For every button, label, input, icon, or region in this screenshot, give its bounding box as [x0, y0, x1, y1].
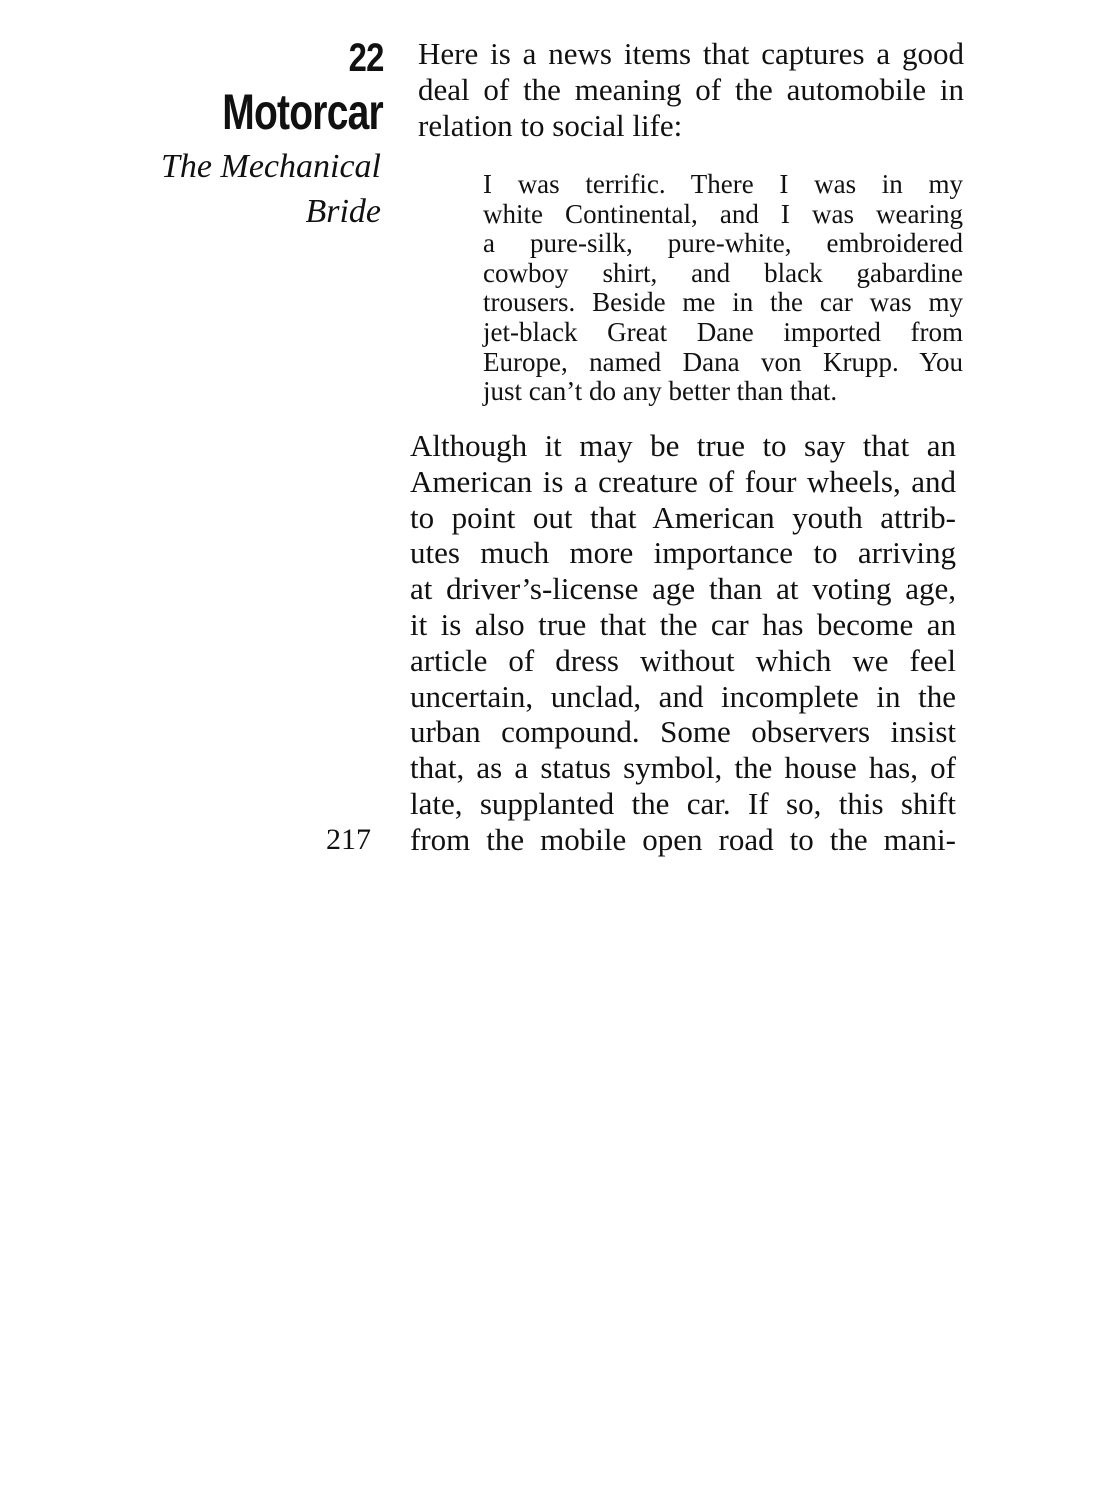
body-line: uncertain, unclad, and incomplete in the [410, 678, 956, 714]
page-number: 217 [326, 823, 371, 856]
body-line: American is a creature of four wheels, and [410, 463, 956, 499]
quote-line: Europe, named Dana von Krupp. You [483, 346, 963, 377]
text-line: Here is a news items that captures a good [418, 36, 964, 71]
quote-line: trousers. Beside me in the car was my [483, 287, 963, 318]
book-title [81, 144, 381, 234]
chapter-title: Motorcar [222, 84, 383, 140]
body-line: from the mobile open road to the mani- [410, 821, 956, 857]
body-line: article of dress without which we feel [410, 642, 956, 678]
body-line: that, as a status symbol, the house has, of [410, 750, 956, 786]
block-quote [483, 170, 963, 407]
quote-line: jet-black Great Dane imported from [483, 316, 963, 347]
book-title-line: The Mechanical [161, 148, 381, 185]
intro-paragraph [418, 36, 964, 144]
quote-line: cowboy shirt, and black gabardine [483, 257, 963, 288]
book-title-line: Bride [305, 193, 381, 230]
body-line: utes much more importance to arriving [410, 535, 956, 571]
body-line: at driver’s-license age than at voting age, [410, 571, 956, 607]
quote-line: a pure-silk, pure-white, embroidered [483, 228, 963, 259]
body-paragraph [410, 428, 956, 858]
text-line: relation to social life: [418, 108, 683, 143]
body-line: to point out that American youth attrib- [410, 499, 956, 535]
quote-line: white Continental, and I was wearing [483, 198, 963, 229]
body-line: Although it may be true to say that an [410, 428, 956, 463]
body-line: it is also true that the car has become an [410, 606, 956, 642]
chapter-number: 22 [348, 36, 383, 80]
text-line: deal of the meaning of the automobile in [418, 72, 964, 107]
body-line: late, supplanted the car. If so, this shift [410, 785, 956, 821]
body-line: urban compound. Some observers insist [410, 714, 956, 750]
quote-line: I was terrific. There I was in my [483, 169, 963, 199]
quote-line: just can’t do any better than that. [483, 376, 838, 407]
